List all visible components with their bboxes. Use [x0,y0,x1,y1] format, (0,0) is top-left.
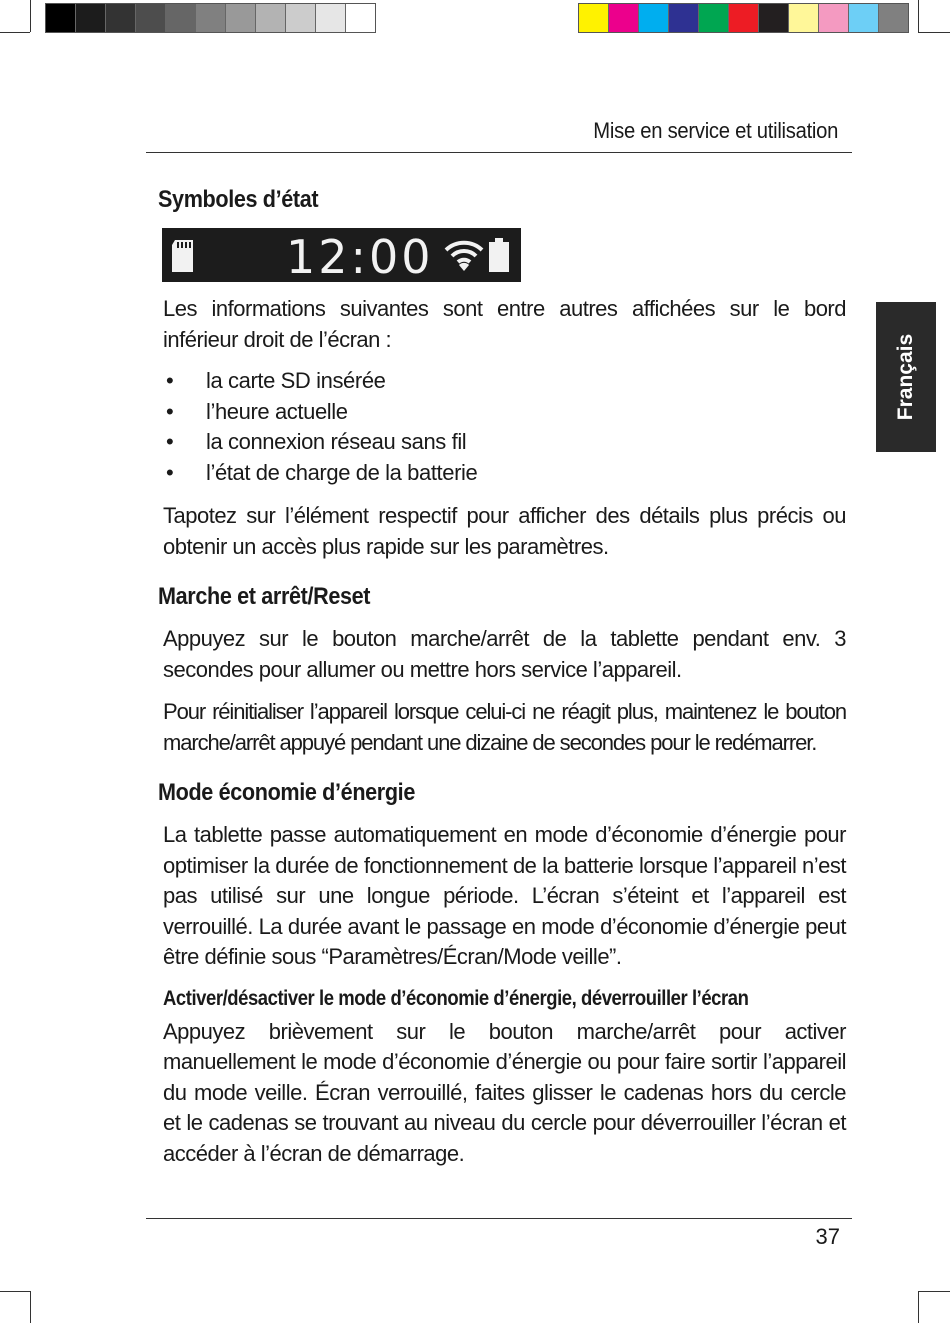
list-item: • la carte SD insérée [166,366,848,397]
color-swatch [789,4,819,32]
crop-mark [918,1291,950,1292]
status-symbols-outro: Tapotez sur l’élément respectif pour afficher des détails plus précis ou obtenir un accès plus rapide sur les paramètres. [163,503,846,559]
color-swatch [579,4,609,32]
wifi-icon [444,240,484,272]
color-swatch [136,4,166,32]
color-swatch [46,4,76,32]
header-rule [146,152,852,153]
color-swatch [609,4,639,32]
list-item: • la connexion réseau sans fil [166,427,848,458]
color-swatch [759,4,789,32]
crop-mark [918,1291,919,1323]
energy-saving-paragraph-1: La tablette passe automatiquement en mode d’économie d’énergie pour optimiser la durée de fonctionnement de la batterie lorsque l’appareil n’est pas utilisé sur une longue période. L’écran s’éteint et l’appareil est verrouillé. La durée avant le passage en mode d’économie d’énergie peut être définie sous “Paramètres/Écran/Mode veille”. [163,822,846,969]
status-symbols-list [158,366,848,488]
color-swatch-strip [578,3,909,33]
crop-mark [0,32,30,33]
color-swatch [699,4,729,32]
crop-mark [918,0,919,32]
color-swatch [76,4,106,32]
color-swatch [849,4,879,32]
section-heading-power: Marche et arrêt/Reset [158,583,371,610]
status-clock: 12:00 [286,230,434,284]
footer-rule [146,1218,852,1219]
color-swatch [346,4,375,32]
status-symbols-intro: Les informations suivantes sont entre autres affichées sur le bord inférieur droit de l’écran : [163,296,846,352]
color-swatch [256,4,286,32]
power-paragraph-2: Pour réinitialiser l’appareil lorsque celui-ci ne réagit plus, maintenez le bouton marche/arrêt appuyé pendant une dizaine de secondes pour le redémarrer. [163,699,846,755]
color-swatch [879,4,908,32]
status-bar-illustration [162,228,521,282]
crop-mark [918,32,950,33]
color-swatch [819,4,849,32]
list-item: • l’heure actuelle [166,397,848,428]
color-swatch [166,4,196,32]
section-heading-energy-saving: Mode économie d’énergie [158,779,415,806]
color-swatch [196,4,226,32]
energy-saving-paragraph-2: Appuyez brièvement sur le bouton marche/arrêt pour activer manuellement le mode d’économie d’énergie ou pour faire sortir l’appareil du mode veille. Écran verrouillé, faites glisser le cadenas hors du cercle et le cadenas se trouvant au niveau du cercle pour déverrouiller l’écran et accéder à l’écran de démarrage. [163,1018,846,1166]
color-swatch [639,4,669,32]
crop-mark [30,1291,31,1323]
language-tab-label: Français [894,333,917,421]
color-swatch [669,4,699,32]
power-paragraph-1: Appuyez sur le bouton marche/arrêt de la tablette pendant env. 3 secondes pour allumer ou mettre hors service l’appareil. [163,626,846,682]
battery-icon [488,238,510,272]
color-swatch [316,4,346,32]
section-heading-status-symbols: Symboles d’état [158,186,319,213]
page-content [158,186,848,1169]
color-swatch [106,4,136,32]
page-number: 37 [815,1224,840,1249]
subheading-energy-saving-toggle: Activer/désactiver le mode d’économie d’énergie, déverrouiller l’écran [163,986,749,1010]
language-tab [876,302,936,452]
color-swatch [729,4,759,32]
list-item: • l’état de charge de la batterie [166,458,848,489]
color-swatch [286,4,316,32]
running-header: Mise en service et utilisation [593,118,838,143]
crop-mark [30,0,31,32]
sd-card-icon [172,240,196,272]
color-swatch [226,4,256,32]
crop-mark [0,1291,30,1292]
gray-swatch-strip [45,3,376,33]
